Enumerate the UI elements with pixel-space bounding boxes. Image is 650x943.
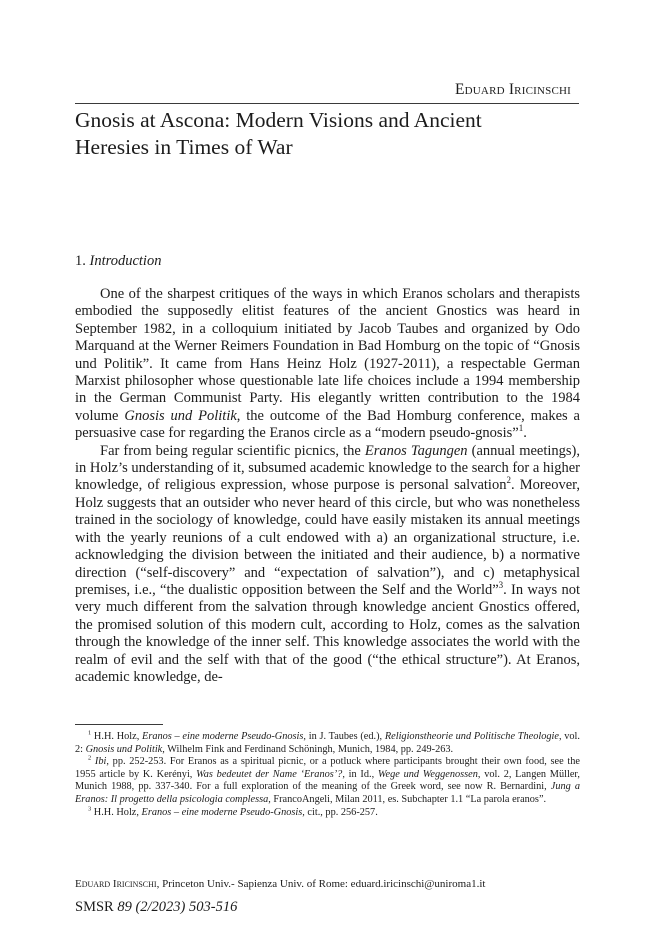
author-affiliation xyxy=(75,878,485,890)
journal-citation: SMSR 89 (2/2023) 503-516 xyxy=(75,899,238,915)
running-header-author: Eduard Iricinschi xyxy=(454,81,571,98)
section-title: Introduction xyxy=(89,253,162,269)
footnote-ref-1[interactable]: 1 xyxy=(518,423,524,434)
footnote-ref-2[interactable]: 2 xyxy=(506,475,511,486)
article-title xyxy=(75,107,580,161)
section-number: 1. xyxy=(75,253,90,269)
header-rule xyxy=(75,103,579,104)
body-text xyxy=(75,286,580,686)
title-line-2: Heresies in Times of War xyxy=(75,135,293,159)
footnotes xyxy=(75,731,580,819)
section-heading xyxy=(75,253,161,270)
footer-affiliation: , Princeton Univ.- Sapienza Univ. of Rome: eduard.iricinschi@uniroma1.it xyxy=(156,878,486,890)
title-line-1: Gnosis at Ascona: Modern Visions and Ancient xyxy=(75,108,482,132)
footnote-1: $^1$ H.H. Holz, Eranos – eine moderne Pseudo-Gnosis, in J. Taubes (ed.), Religionstheorie und Politische Theologie, vol. 2: Gnosis und Politik, Wilhelm Fink and Ferdinand Schöningh, Munich, 1984, pp. 249-263. xyxy=(75,729,580,755)
footnote-rule xyxy=(75,724,163,725)
footnote-ref-3[interactable]: 3 xyxy=(498,580,504,591)
paragraph-2: Far from being regular scientific picnics, the Eranos Tagungen (annual meetings), in Holz’s understanding of it, subsumed academic knowledge to the search for a higher knowledge, of religious expression, whose purpose is personal salvation$^2$. Moreover, Holz suggests that an outsider who never heard of this circle, but who was nonetheless trained in the sociology of knowledge, could have easily mistaken its annual meetings with the yearly reunions of a cult endowed with a) an organizational structure, i.e. acknowledging the division between the initiated and their audience, b) a normative direction (“self-discovery” and “expectation of salvation”), and c) metaphysical premises, i.e., “the dualistic opposition between the Self and the World”$^3$. In ways not very much different from the salvation through knowledge ancient Gnostics offered, the promised solution of this modern cult, according to Holz, comes as the salvation through the knowledge of the inner self. This knowledge associates the world with the realm of evil and the self with that of the good (“the ethical structure”). At Eranos, academic knowledge, de- xyxy=(75,442,581,685)
paragraph-1: One of the sharpest critiques of the ways in which Eranos scholars and therapists embodied the supposedly elitist features of the ancient Gnostics was heard in September 1982, in a colloquium initiated by Jacob Taubes and organized by Odo Marquand at the Werner Reimers Foundation in Bad Homburg on the topic of “Gnosis und Politik”. It came from Hans Heinz Holz (1927-2011), a respectable German Marxist philosopher whose questionable late life choices include a 1994 membership in the German Communist Party. His elegantly written contribution to the 1984 volume Gnosis und Politik, the outcome of the Bad Homburg conference, makes a persuasive case for regarding the Eranos circle as a “modern pseudo-gnosis”$^1$. xyxy=(75,286,580,442)
footer-author: Eduard Iricinschi xyxy=(75,878,157,890)
footnote-3: $^3$ H.H. Holz, Eranos – eine moderne Pseudo-Gnosis, cit., pp. 256-257. xyxy=(88,805,378,818)
footnote-2: $^2$ Ibi, pp. 252-253. For Eranos as a spiritual picnic, or a potluck where participants brought their own food, see the 1955 article by K. Kerényi, Was bedeutet der Name ‘Eranos’?, in Id., Wege und Weggenossen, vol. 2, Langen Müller, Munich 1988, pp. 337-340. For a full exploration of the meaning of the Greek word, see now R. Bernardini, Jung a Eranos: Il progetto della psicologia complessa, FrancoAngeli, Milan 2011, es. Subchapter 1.1 “La parola eranos”. xyxy=(75,754,581,805)
